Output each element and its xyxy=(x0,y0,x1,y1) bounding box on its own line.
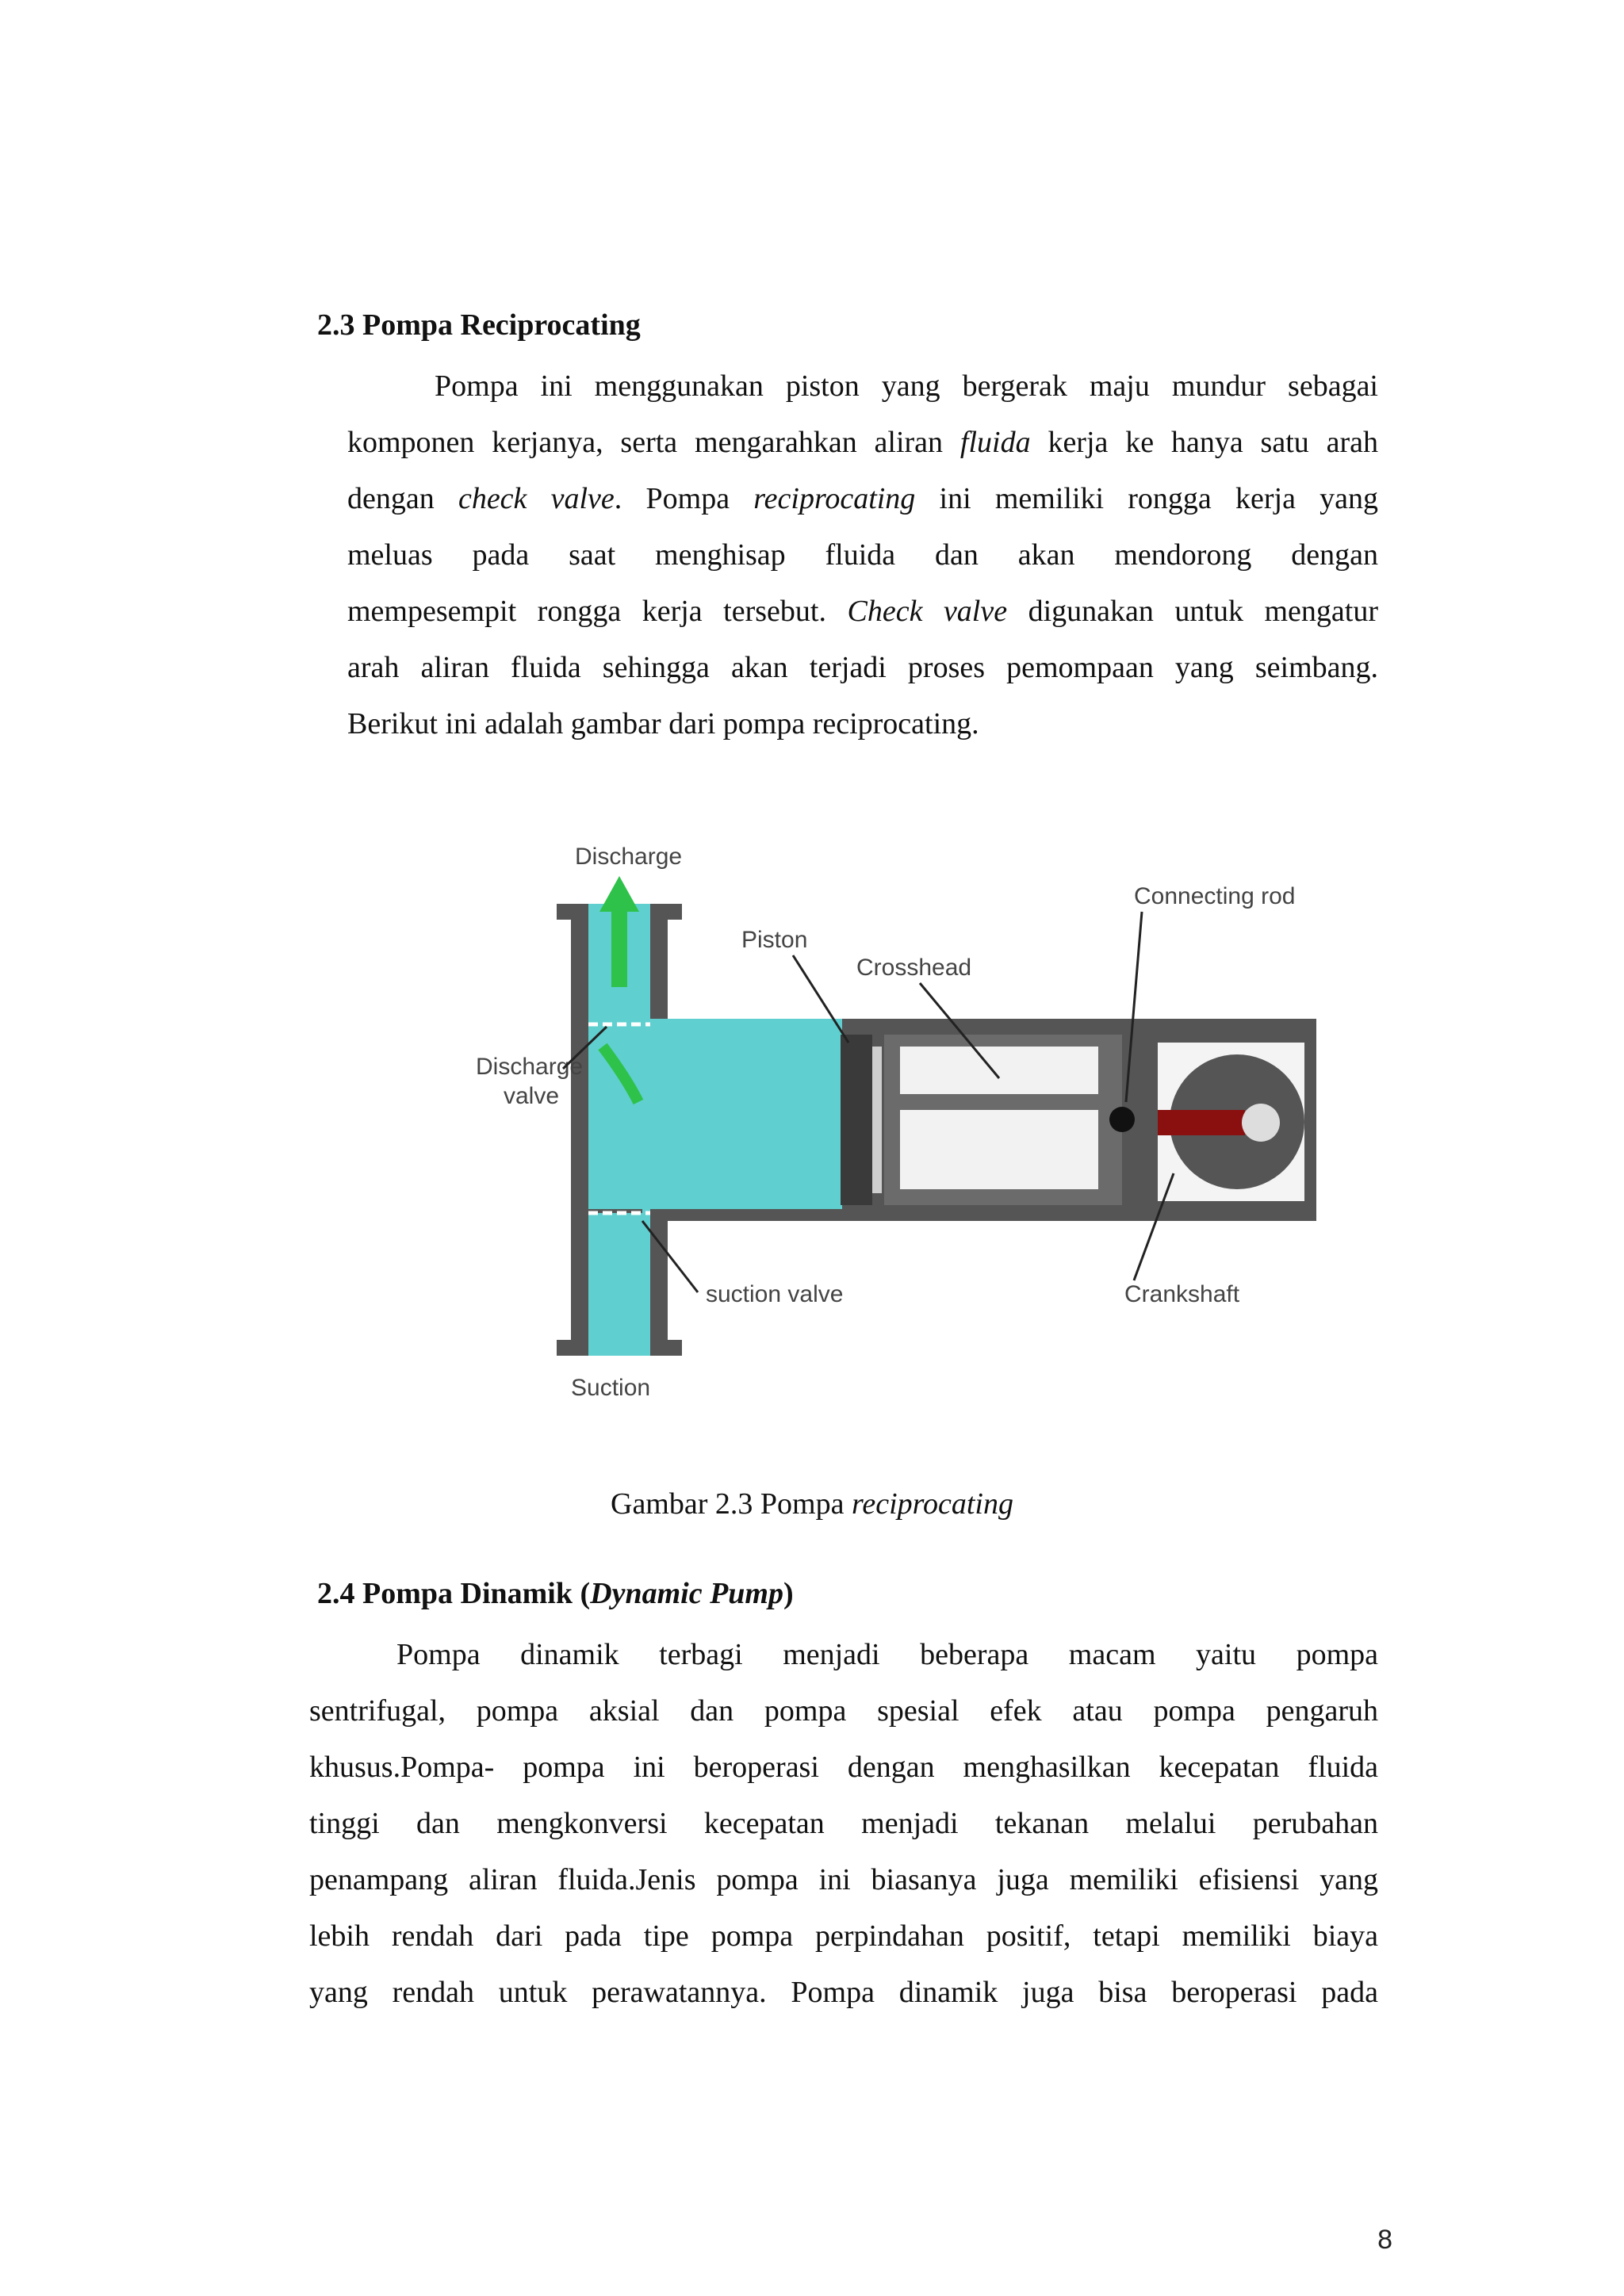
paragraph-line: mempesempit rongga kerja tersebut. Check valve digunakan untuk mengatur xyxy=(347,595,1378,628)
wrist-pin xyxy=(1109,1107,1135,1132)
paragraph-line: khusus.Pompa- pompa ini beroperasi dengan menghasilkan kecepatan fluida xyxy=(309,1751,1378,1784)
label-discharge-valve-line1: Discharge xyxy=(476,1054,584,1080)
piston-ring xyxy=(872,1047,882,1193)
fluid-body xyxy=(588,1019,842,1209)
section-2-3-heading: 2.3 Pompa Reciprocating xyxy=(317,308,641,342)
paragraph-line: Pompa ini menggunakan piston yang bergerak maju mundur sebagai xyxy=(435,369,1378,403)
paragraph-line: arah aliran fluida sehingga akan terjadi proses pemompaan yang seimbang. xyxy=(347,651,1378,684)
section-2-3-paragraph xyxy=(347,358,1378,752)
piston xyxy=(841,1035,872,1205)
label-discharge-valve-line2: valve xyxy=(504,1083,560,1109)
label-crankshaft: Crankshaft xyxy=(1124,1281,1240,1307)
label-suction: Suction xyxy=(571,1375,651,1401)
label-crosshead: Crosshead xyxy=(856,955,972,981)
crank-pin xyxy=(1242,1104,1280,1142)
paragraph-line: Pompa dinamik terbagi menjadi beberapa macam yaitu pompa xyxy=(396,1638,1378,1671)
suction-pipe-left-wall xyxy=(571,1205,588,1356)
paragraph-line: dengan check valve. Pompa reciprocating ini memiliki rongga kerja yang xyxy=(347,482,1379,515)
label-discharge: Discharge xyxy=(575,844,683,870)
crosshead-lower xyxy=(900,1110,1098,1189)
label-suction-valve: suction valve xyxy=(706,1281,844,1307)
discharge-pipe-left-wall xyxy=(571,904,588,1023)
section-2-4-heading: 2.4 Pompa Dinamik (Dynamic Pump) xyxy=(317,1577,794,1610)
paragraph-line: tinggi dan mengkonversi kecepatan menjadi tekanan melalui perubahan xyxy=(309,1807,1378,1840)
label-piston: Piston xyxy=(741,927,808,953)
figure-caption: Gambar 2.3 Pompa reciprocating xyxy=(611,1487,1013,1521)
label-connecting-rod: Connecting rod xyxy=(1134,883,1296,909)
crosshead-upper xyxy=(900,1047,1098,1094)
paragraph-line: Berikut ini adalah gambar dari pompa reciprocating. xyxy=(347,707,979,740)
paragraph-line: lebih rendah dari pada tipe pompa perpindahan positif, tetapi memiliki biaya xyxy=(309,1919,1378,1953)
suction-pipe-right-wall xyxy=(650,1205,668,1356)
page-number: 8 xyxy=(1377,2225,1392,2255)
discharge-pipe-right-wall xyxy=(650,904,668,1023)
paragraph-line: penampang aliran fluida.Jenis pompa ini biasanya juga memiliki efisiensi yang xyxy=(309,1863,1378,1896)
paragraph-line: yang rendah untuk perawatannya. Pompa dinamik juga bisa beroperasi pada xyxy=(309,1976,1378,2009)
reciprocating-pump-figure xyxy=(444,817,1348,1419)
suction-pipe-fluid xyxy=(588,1197,650,1356)
paragraph-line: komponen kerjanya, serta mengarahkan aliran fluida kerja ke hanya satu arah xyxy=(347,426,1378,459)
paragraph-line: meluas pada saat menghisap fluida dan akan mendorong dengan xyxy=(347,538,1378,572)
paragraph-line: sentrifugal, pompa aksial dan pompa spesial efek atau pompa pengaruh xyxy=(309,1694,1378,1728)
connecting-rod xyxy=(1158,1110,1245,1135)
section-2-4-paragraph xyxy=(309,1627,1378,2021)
